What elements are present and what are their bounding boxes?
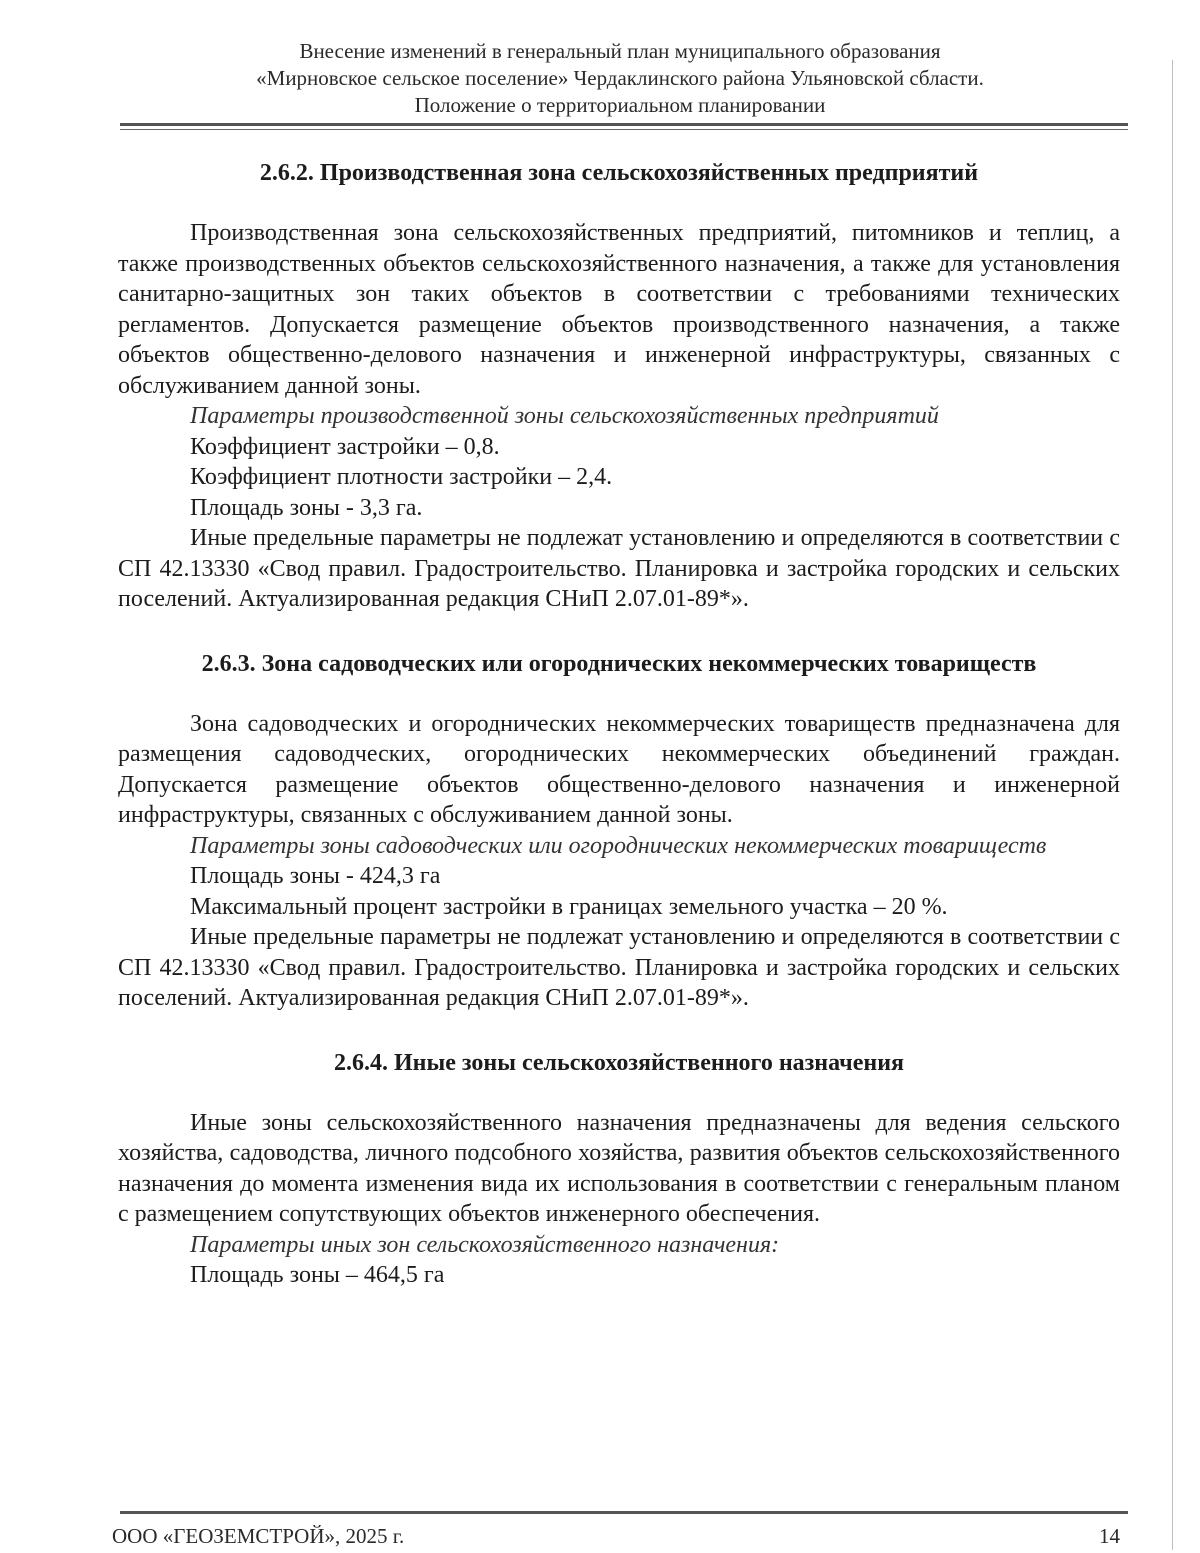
page-number: 14	[1099, 1524, 1120, 1548]
section-2-6-4	[118, 1048, 1120, 1291]
page-footer	[112, 1524, 1120, 1549]
scan-edge-line	[1172, 60, 1173, 1550]
header-line-3: Положение о территориальном планировании	[414, 93, 826, 117]
section-2-6-2	[118, 158, 1120, 615]
params-title: Параметры иных зон сельскохозяйственного назначения:	[190, 1231, 780, 1258]
params-title: Параметры зоны садоводческих или огороднических некоммерческих товариществ	[190, 832, 1047, 859]
section-2-6-3	[118, 649, 1120, 1014]
section-closing: Иные предельные параметры не подлежат установлению и определяются в соответствии с СП 42.13330 «Свод правил. Градостроительство. Планировка и застройка городских и сельских поселений. Актуализированная редакция СНиП 2.07.01-89*».	[118, 525, 1120, 612]
header-line-1: Внесение изменений в генеральный план муниципального образования	[299, 39, 941, 63]
params-title: Параметры производственной зоны сельскохозяйственных предприятий	[190, 403, 939, 429]
header-rule-thin	[120, 129, 1128, 130]
document-body	[118, 158, 1120, 1291]
header-rule	[120, 123, 1128, 126]
param-item: Площадь зоны - 424,3 га	[190, 863, 441, 889]
footer-company: ООО «ГЕОЗЕМСТРОЙ», 2025 г.	[112, 1524, 405, 1548]
param-item: Коэффициент застройки – 0,8.	[190, 433, 500, 460]
param-item: Площадь зоны - 3,3 га.	[190, 494, 423, 521]
param-item: Максимальный процент застройки в границах земельного участка – 20 %.	[190, 893, 948, 920]
param-item: Площадь зоны – 464,5 га	[190, 1262, 445, 1288]
header-line-2: «Мирновское сельское поселение» Чердаклинского района Ульяновской сбласти.	[256, 66, 984, 90]
section-body: Зона садоводческих и огороднических некоммерческих товариществ предназначена для размещения садоводческих, огороднических некоммерческих объединений граждан. Допускается размещение объектов общественно-делового назначения и инженерной инфраструктуры, связанных с обслуживанием данной зоны.	[118, 710, 1120, 828]
section-body: Производственная зона сельскохозяйственных предприятий, питомников и теплиц, а также производственных объектов сельскохозяйственного назначения, а также для установления санитарно-защитных зон таких объектов в соответствии с требованиями технических регламентов. Допускается размещение объектов производственного назначения, а также объектов общественно-делового назначения и инженерной инфраструктуры, связанных с обслуживанием данной зоны.	[118, 220, 1120, 399]
section-body: Иные зоны сельскохозяйственного назначения предназначены для ведения сельского хозяйства, садоводства, личного подсобного хозяйства, развития объектов сельскохозяйственного назначения до момента изменения вида их использования в соответствии с генеральным планом с размещением сопутствующих объектов инженерного обеспечения.	[118, 1109, 1120, 1227]
param-item: Коэффициент плотности застройки – 2,4.	[190, 464, 613, 490]
page-header	[110, 38, 1130, 119]
section-heading: 2.6.4. Иные зоны сельскохозяйственного назначения	[334, 1049, 904, 1076]
section-heading: 2.6.2. Производственная зона сельскохозяйственных предприятий	[259, 160, 979, 186]
section-closing: Иные предельные параметры не подлежат установлению и определяются в соответствии с СП 42.13330 «Свод правил. Градостроительство. Планировка и застройка городских и сельских поселений. Актуализированная редакция СНиП 2.07.01-89*».	[118, 924, 1120, 1011]
footer-rule	[120, 1511, 1128, 1514]
section-heading: 2.6.3. Зона садоводческих или огороднических некоммерческих товариществ	[201, 650, 1037, 677]
